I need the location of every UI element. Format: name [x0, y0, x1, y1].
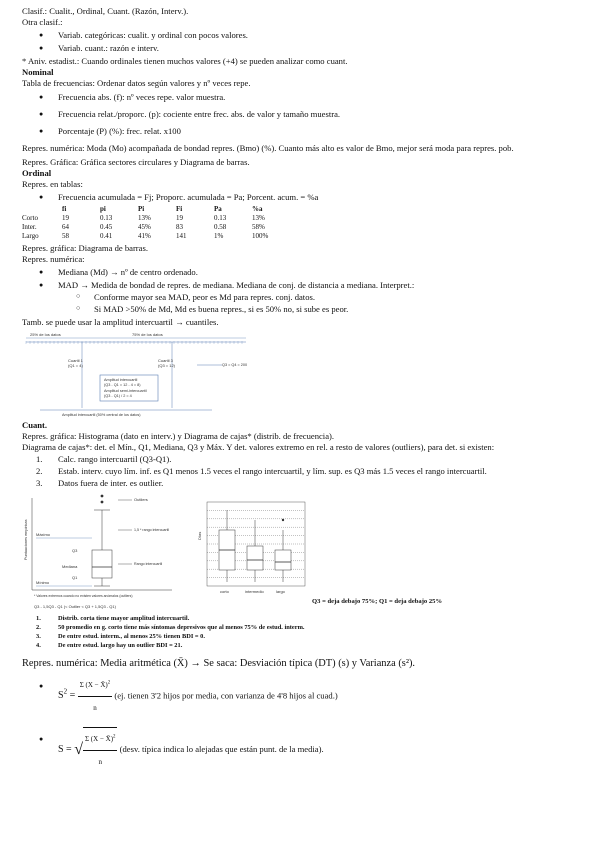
text-line: Repres. en tablas:: [22, 179, 83, 189]
table-row: [22, 214, 290, 223]
fig-label: 1,5 * rango intercuartil: [134, 527, 170, 532]
list-item: 2. 50 promedio en g. corto tiene más síntomas depresivos que al menos 75% de estud. interm.: [36, 624, 305, 631]
table-cell: 13%: [138, 213, 151, 222]
table-cell: 100%: [252, 231, 269, 240]
list-item-text: Estab. interv. cuyo lím. inf. es Q1 menos 1.5 veces el rango intercuartil, y lím. sup. es Q3 más 1.5 veces el rango intercuartil.: [58, 465, 487, 476]
fig-label: Cuartil 1: [68, 357, 83, 363]
formula-list: [22, 674, 582, 773]
text-line: Repres. Gráfica: Gráfica sectores circulares y Diagrama de barras.: [22, 157, 250, 167]
sub-list: [58, 292, 582, 315]
bullet-list: [22, 92, 582, 137]
list-item-text: MAD → Medida de bondad de repres. de mediana. Mediana de conj. de distancia a mediana. Interpret.:: [58, 279, 415, 290]
fig-label: (Q3 - Q1) / 2 = 4: [104, 393, 132, 398]
fig-label: Q3: [72, 547, 78, 553]
list-item: ● Mediana (Md) → nº de centro ordenado.: [58, 267, 582, 278]
section-heading: Nominal: [22, 67, 54, 77]
numbered-list: [22, 454, 582, 489]
list-item: 1. Calc. rango intercuartil (Q3-Q1).: [36, 453, 172, 464]
interpretation-list: [22, 615, 582, 651]
document-page: [22, 0, 582, 773]
text-line: Repres. gráfica: Diagrama de barras.: [22, 242, 148, 253]
sub-list-item: ○ Si MAD >50% de Md, Md es buena repres., si es 50% no, si sube es peor.: [94, 304, 582, 315]
text-line: * Aniv. estadist.: Cuando ordinales tienen muchos valores (+4) se pueden analizar como cuant.: [22, 56, 348, 66]
table-row: [22, 232, 290, 241]
table-cell: 0.41: [100, 231, 113, 240]
bullet-list: [22, 30, 582, 54]
text-line: Otra clasif.:: [22, 17, 63, 27]
list-item: ● Frecuencia acumulada = Fj; Proporc. acumulada = Pa; Porcent. acum. = %a: [58, 192, 582, 203]
formula-item: [58, 674, 582, 719]
fig-label: Mínimo: [36, 579, 50, 585]
category-label: largo: [276, 588, 285, 594]
section-heading: Cuant.: [22, 419, 48, 430]
list-item-text: Distrib. corta tiene mayor amplitud intercuartil.: [58, 614, 190, 622]
table-header: Pi: [138, 205, 145, 213]
fig-label: Amplitud intercuartil (50% central de los datos): [62, 412, 141, 417]
bullet-list: [22, 267, 582, 315]
category-label: intermedio: [245, 588, 264, 594]
text-line: Repres. gráfica: Histograma (dato en interv.) y Diagrama de cajas* (distrib. de frecuencia).: [22, 430, 335, 441]
sub-list-item: ○ Conforme mayor sea MAD, peor es Md para repres. conj. datos.: [94, 292, 582, 303]
text-line: Tamb. se puede usar la amplitud intercuartil → cuantiles.: [22, 316, 219, 327]
fig-label: Rango intercuartil: [134, 561, 163, 566]
table-cell: 1%: [214, 231, 224, 240]
fraction: $\frac{\Sigma (X - X̄)^2}{n}$: [83, 727, 118, 773]
list-item: 3. De entre estud. interm., al menos 25% tienen BDI = 0.: [36, 633, 205, 641]
sqrt-symbol: √: [74, 740, 83, 758]
list-item: ● Frecuencia abs. (f): nº veces repe. valor muestra.: [58, 92, 582, 103]
fig-label: (Q3 - Q1 = 12 - 4 = 8): [104, 382, 141, 387]
table-cell: 141: [176, 231, 187, 240]
fig-label: Outliers: [134, 496, 148, 502]
table-cell: Corto: [22, 213, 38, 222]
table-header: [22, 205, 62, 214]
table-cell: 58: [62, 231, 69, 240]
list-item: 3. Datos fuera de inter. es outlier.: [36, 477, 164, 488]
fig-label: (Q1 = 4): [68, 362, 83, 368]
table-row: [22, 223, 290, 232]
fig-label: Máximo: [36, 531, 51, 537]
table-cell: 13%: [252, 213, 265, 222]
fig-label: Q3 - 1,5Q3 - Q1 (< Outlier < Q3 + 1,5Q3 - Q1): [34, 603, 116, 609]
formula-item: [58, 727, 582, 773]
fig-label: * Valores extremos cuando no existen valores anómalos (outliers): [34, 593, 133, 598]
table-cell: 19: [62, 213, 69, 222]
table-cell: 83: [176, 222, 183, 231]
quartile-note: Q3 = deja debajo 75%; Q1 = deja debajo 25%: [312, 597, 443, 605]
list-item: [58, 280, 582, 315]
fig-label: 25% de los datos: [30, 331, 61, 337]
sd-formula: S =: [58, 743, 75, 755]
list-item: ● Variab. cuant.: razón e interv.: [58, 43, 582, 54]
text-line: Repres. numérica:: [22, 253, 85, 264]
variance-formula: $S^2$ =: [58, 688, 78, 702]
text-line: Diagrama de cajas*: det. el Mín., Q1, Mediana, Q3 y Máx. Y det. valores extremo en rel. a resto de valores (outliers), para det. si existen:: [22, 441, 495, 452]
list-item: 2. Estab. interv. cuyo lím. inf. es Q1 menos 1.5 veces el rango intercuartil, y lím. sup. es Q3 más 1.5 veces el rango intercuartil.: [36, 465, 487, 476]
table-header: pi: [100, 205, 106, 213]
table-cell: 0.45: [100, 222, 113, 231]
list-item-text: De entre estud. interm., al menos 25% tienen BDI = 0.: [58, 633, 205, 641]
fig-label: 75% de los datos: [132, 331, 163, 337]
table-cell: 0.13: [214, 213, 227, 222]
table-header: fi: [62, 205, 67, 213]
text-line: Clasif.: Cualit., Ordinal, Cuant. (Razón, Interv.).: [22, 6, 189, 16]
axis-label: Días: [197, 531, 202, 540]
axis-label: Puntuaciones empíricas: [24, 519, 28, 560]
table-header: %a: [252, 205, 263, 213]
list-item-text: De entre estud. largo hay un outlier BDI = 21.: [58, 642, 183, 650]
fig-label: Amplitud semi-intercuartil: [104, 388, 147, 393]
table-cell: 64: [62, 222, 69, 231]
list-item: ● Variab. categóricas: cualit. y ordinal con pocos valores.: [58, 30, 582, 41]
fraction: $\frac{\Sigma (X - X̄)^2}{n}$: [78, 674, 113, 719]
category-label: corto: [220, 588, 229, 594]
bullet-list: [22, 192, 582, 203]
table-cell: 41%: [138, 231, 151, 240]
list-item-text: 50 promedio en g. corto tiene más síntomas depresivos que al menos 75% de estud. interm.: [58, 624, 305, 631]
fig-label: Cuartil 3: [158, 357, 173, 363]
formula-text: (ej. tienen 3'2 hijos por media, con varianza de 4'8 hijos al cuad.): [114, 690, 338, 701]
table-cell: Largo: [22, 231, 39, 240]
boxplot-chart: [197, 500, 309, 604]
table-cell: 0.58: [214, 222, 227, 231]
table-cell: Inter.: [22, 222, 37, 231]
list-item: ● Frecuencia relat./proporc. (p): cociente entre frec. abs. de valor y tamaño muestra.: [58, 109, 582, 120]
fig-label: Mediana: [62, 563, 78, 569]
text-line: Tabla de frecuencias: Ordenar datos según valores y nº veces repe.: [22, 78, 251, 88]
fig-label: Amplitud intercuartil: [104, 377, 138, 382]
fig-label: (Q3 = 12): [158, 362, 176, 368]
fig-label: Q3 = Q4 = 200: [222, 362, 248, 367]
list-item: 4. De entre estud. largo hay un outlier BDI = 21.: [36, 642, 183, 650]
list-item: 1. Distrib. corta tiene mayor amplitud intercuartil.: [36, 614, 190, 622]
interquartile-figure: [22, 330, 252, 418]
list-item-text: Datos fuera de inter. es outlier.: [58, 477, 164, 488]
table-cell: 58%: [252, 222, 265, 231]
table-cell: 0.13: [100, 213, 113, 222]
list-item-text: Calc. rango intercuartil (Q3-Q1).: [58, 453, 172, 464]
table-cell: 19: [176, 213, 183, 222]
list-item: ● Porcentaje (P) (%): frec. relat. x100: [58, 126, 582, 137]
text-line: Repres. numérica: Moda (Mo) acompañada de bondad repres. (Bmo) (%). Cuanto más alto es valor de Bmo, mejor será moda para repres. pob.: [22, 143, 514, 153]
frequency-table: [22, 205, 290, 241]
table-cell: 45%: [138, 222, 151, 231]
section-heading: Ordinal: [22, 168, 52, 178]
table-header: Pa: [214, 205, 222, 213]
boxplot-figures: [22, 490, 582, 614]
formula-text: (desv. típica indica lo alejadas que están punt. de la media).: [119, 743, 324, 754]
boxplot-diagram: [22, 490, 180, 614]
fig-label: Q1: [72, 574, 78, 580]
text-line: Repres. numérica: Media aritmética (X̄) → Se saca: Desviación típica (DT) (s) y Varianza (s²).: [22, 657, 415, 669]
table-header: Fi: [176, 205, 183, 213]
